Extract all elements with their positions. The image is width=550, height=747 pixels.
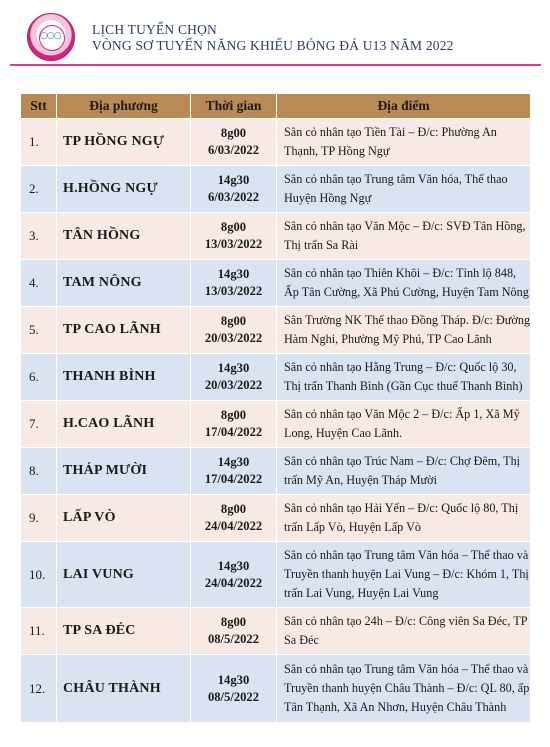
start-time: 8g00 [220,502,247,516]
venue-address-line: Tân Thạnh, Xã An Nhơn, Huyện Châu Thành [284,700,507,714]
table-body [21,119,531,723]
venue-address-line: Truyền thanh huyện Châu Thành – Đ/c: QL 80, ấp [284,681,530,695]
schedule-date: 08/5/2022 [207,689,260,704]
schedule-date: 24/04/2022 [204,575,263,590]
venue-address-cell [277,260,531,307]
schedule-table [20,93,531,723]
venue-address-line: Sân Trường NK Thể thao Đồng Tháp. Đ/c: Đường [284,313,531,327]
start-time: 14g30 [217,672,250,687]
row-number: 4. [21,260,57,307]
venue-address-line: Sân cỏ nhân tạo Văn Mộc 2 – Đ/c: Ấp 1, Xã Mỹ [284,407,520,421]
venue-address-cell [277,213,531,260]
locality-name: CHÂU THÀNH [57,655,191,723]
row-number: 10. [21,542,57,608]
table-row [21,655,531,723]
venue-address-line: Sân cỏ nhân tạo Trung tâm Văn hóa – Thể thao và [284,548,529,562]
schedule-date: 6/03/2022 [207,143,260,157]
venue-address-cell [277,655,531,723]
schedule-time-cell [191,260,277,307]
locality-name: TP CAO LÃNH [57,307,191,354]
locality-name: TP HỒNG NGỰ [57,119,191,166]
venue-address-line: Hàm Nghi, Phường Mỹ Phú, TP Cao Lãnh [284,332,492,346]
venue-address-line: trấn Lai Vung, Huyện Lai Vung [284,586,439,600]
schedule-time-cell [191,655,277,723]
start-time: 14g30 [217,173,250,187]
start-time: 8g00 [220,126,247,140]
start-time: 14g30 [217,455,250,469]
schedule-time-cell [191,119,277,166]
schedule-time-cell [191,448,277,495]
venue-address-cell [277,166,531,213]
venue-address-line: Thạnh, TP Hồng Ngự [284,144,390,158]
document-subtitle: VÒNG SƠ TUYỂN NĂNG KHIẾU BÓNG ĐÁ U13 NĂM 2022 [92,38,454,53]
start-time: 8g00 [220,220,247,234]
locality-name: TP SA ĐÉC [57,608,191,655]
row-number: 9. [21,495,57,542]
locality-name: LAI VUNG [57,542,191,608]
schedule-time-cell [191,542,277,608]
venue-address-cell [277,608,531,655]
locality-name: TAM NÔNG [57,260,191,307]
table-row [21,307,531,354]
start-time: 8g00 [220,314,247,328]
table-header-row [21,94,531,119]
table-row [21,213,531,260]
schedule-time-cell [191,495,277,542]
venue-address-cell [277,448,531,495]
start-time: 14g30 [217,267,250,281]
football-federation-logo-icon [27,13,75,61]
table-row [21,608,531,655]
schedule-date: 08/5/2022 [207,632,260,646]
table-row [21,448,531,495]
venue-address-cell [277,495,531,542]
venue-address-line: Thị trấn Sa Rài [284,238,359,252]
venue-address-line: Sân cỏ nhân tạo Văn Mộc – Đ/c: SVĐ Tân Hồng, [284,219,526,233]
venue-address-line: Ấp Tân Cường, Xã Phú Cường, Huyện Tam Nông [284,285,529,299]
schedule-date: 24/04/2022 [204,519,263,533]
venue-address-line: Huyện Hồng Ngự [284,191,372,205]
venue-address-line: Sân cỏ nhân tạo Trung tâm Văn hóa – Thể thao và [284,662,529,676]
olympic-rings-icon: ○○○ [40,31,61,41]
venue-address-line: Sân cỏ nhân tạo Trung tâm Văn hóa, Thể thao [284,172,508,186]
venue-address-line: trấn Lấp Vò, Huyện Lấp Vò [284,520,421,534]
header-divider [10,64,541,66]
table-row [21,354,531,401]
schedule-time-cell [191,608,277,655]
venue-address-line: Thị trấn Thanh Bình (Gần Cục thuế Thanh Bình) [284,379,523,393]
table-row [21,495,531,542]
schedule-time-cell [191,166,277,213]
start-time: 14g30 [217,558,250,573]
schedule-time-cell [191,307,277,354]
venue-address-cell [277,354,531,401]
schedule-date: 13/03/2022 [204,237,263,251]
locality-name: H.CAO LÃNH [57,401,191,448]
schedule-time-cell [191,401,277,448]
table-row [21,166,531,213]
schedule-date: 17/04/2022 [204,425,263,439]
venue-address-cell [277,119,531,166]
locality-name: LẤP VÒ [57,495,191,542]
venue-address-cell [277,542,531,608]
document-title: LỊCH TUYỂN CHỌN [92,22,217,37]
locality-name: H.HỒNG NGỰ [57,166,191,213]
row-number: 6. [21,354,57,401]
venue-address-line: Sân cỏ nhân tạo 24h – Đ/c: Công viên Sa Đéc, TP [284,614,528,628]
locality-name: THANH BÌNH [57,354,191,401]
column-header-venue: Địa điểm [277,94,531,119]
locality-name: TÂN HỒNG [57,213,191,260]
row-number: 1. [21,119,57,166]
schedule-date: 17/04/2022 [204,472,263,486]
column-header-time: Thời gian [191,94,277,119]
column-header-locality: Địa phương [57,94,191,119]
row-number: 7. [21,401,57,448]
venue-address-line: Truyền thanh huyện Lai Vung – Đ/c: Khóm 1, Thị [284,567,529,581]
venue-address-line: Sa Đéc [284,633,319,647]
start-time: 14g30 [217,361,250,375]
row-number: 2. [21,166,57,213]
table-row [21,401,531,448]
schedule-time-cell [191,354,277,401]
row-number: 5. [21,307,57,354]
row-number: 12. [21,655,57,723]
row-number: 11. [21,608,57,655]
schedule-date: 20/03/2022 [204,331,263,345]
start-time: 8g00 [220,408,247,422]
schedule-date: 13/03/2022 [204,284,263,298]
document-header [0,0,550,70]
venue-address-line: Sân cỏ nhân tạo Tiền Tài – Đ/c: Phường An [284,125,497,139]
venue-address-line: Sân cỏ nhân tạo Thiên Khôi – Đ/c: Tỉnh lộ 848, [284,266,517,280]
start-time: 8g00 [220,615,247,629]
schedule-date: 6/03/2022 [207,190,260,204]
schedule-time-cell [191,213,277,260]
schedule-date: 20/03/2022 [204,378,263,392]
venue-address-line: Sân cỏ nhân tạo Trúc Nam – Đ/c: Chợ Đêm, Thị [284,454,521,468]
table-row [21,119,531,166]
column-header-stt: Stt [21,94,57,119]
venue-address-line: Sân cỏ nhân tạo Hải Yến – Đ/c: Quốc lộ 80, Thị [284,501,519,515]
venue-address-line: Sân cỏ nhân tạo Hằng Trung – Đ/c: Quốc lộ 30, [284,360,517,374]
locality-name: THÁP MƯỜI [57,448,191,495]
venue-address-line: trấn Mỹ An, Huyện Tháp Mười [284,473,437,487]
venue-address-cell [277,401,531,448]
row-number: 3. [21,213,57,260]
row-number: 8. [21,448,57,495]
venue-address-cell [277,307,531,354]
table-row [21,260,531,307]
table-row [21,542,531,608]
venue-address-line: Long, Huyện Cao Lãnh. [284,426,403,440]
